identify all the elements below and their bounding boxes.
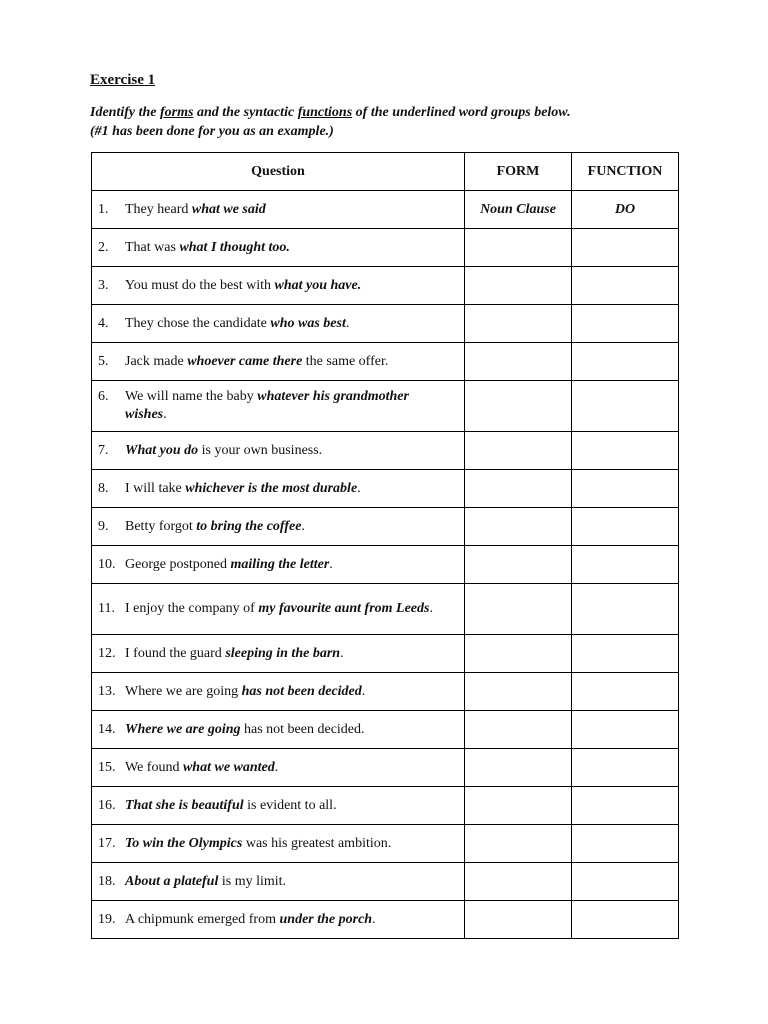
table-row xyxy=(92,305,679,343)
question-before: Betty forgot xyxy=(125,518,197,534)
underlined-word-group: whichever is the most durable xyxy=(185,480,358,496)
form-cell[interactable] xyxy=(465,381,572,432)
question-cell xyxy=(92,508,465,546)
form-cell[interactable] xyxy=(465,863,572,901)
question-number: 1. xyxy=(98,201,109,217)
form-cell[interactable] xyxy=(465,229,572,267)
question-number: 2. xyxy=(98,239,109,255)
table-row xyxy=(92,749,679,787)
question-number: 18. xyxy=(98,873,116,889)
question-before: We found xyxy=(125,759,183,775)
question-text xyxy=(125,442,464,460)
function-cell[interactable] xyxy=(572,546,679,584)
question-cell xyxy=(92,711,465,749)
question-before: You must do the best with xyxy=(125,277,275,293)
question-number: 3. xyxy=(98,277,109,293)
form-cell[interactable] xyxy=(465,673,572,711)
underlined-word-group: sleeping in the barn xyxy=(225,645,341,661)
question-before: Jack made xyxy=(125,353,188,369)
question-before: I found the guard xyxy=(125,645,226,661)
question-before: A chipmunk emerged from xyxy=(125,911,280,927)
question-after: . xyxy=(345,315,350,331)
table-row xyxy=(92,229,679,267)
underlined-word-group: what we wanted xyxy=(182,759,275,775)
question-text xyxy=(125,388,464,424)
question-before: I enjoy the company of xyxy=(125,601,259,616)
question-text xyxy=(125,683,464,701)
function-cell[interactable] xyxy=(572,635,679,673)
question-text xyxy=(125,239,464,257)
question-before: That was xyxy=(125,239,180,255)
instr-functions: functions xyxy=(297,105,353,120)
question-before: Where we are going xyxy=(125,683,242,699)
form-cell[interactable] xyxy=(465,749,572,787)
function-cell[interactable] xyxy=(572,267,679,305)
question-number: 14. xyxy=(98,721,116,737)
form-cell[interactable] xyxy=(465,635,572,673)
question-after: . xyxy=(429,601,433,616)
function-cell[interactable]: DO xyxy=(572,191,679,229)
form-cell[interactable] xyxy=(465,267,572,305)
instr-text-1: Identify the xyxy=(90,105,160,120)
table-row xyxy=(92,863,679,901)
question-cell xyxy=(92,749,465,787)
table-row xyxy=(92,673,679,711)
instr-forms: forms xyxy=(160,105,194,120)
question-after: was his greatest ambition. xyxy=(242,835,392,851)
question-cell xyxy=(92,584,465,635)
underlined-word-group: has not been decided xyxy=(241,683,362,699)
question-number: 8. xyxy=(98,480,109,496)
form-cell[interactable] xyxy=(465,470,572,508)
form-cell[interactable] xyxy=(465,546,572,584)
function-cell[interactable] xyxy=(572,825,679,863)
question-cell xyxy=(92,343,465,381)
question-cell xyxy=(92,470,465,508)
function-cell[interactable] xyxy=(572,343,679,381)
underlined-word-group: my favourite aunt from Leeds xyxy=(258,601,430,616)
instr-text-3: of the underlined word groups below. xyxy=(352,105,571,120)
question-number: 10. xyxy=(98,556,116,572)
question-cell xyxy=(92,267,465,305)
exercise-title: Exercise 1 xyxy=(90,72,156,88)
form-cell[interactable]: Noun Clause xyxy=(465,191,572,229)
question-after: . xyxy=(301,518,305,534)
question-before: They chose the candidate xyxy=(125,315,271,331)
question-after: is evident to all. xyxy=(243,797,337,813)
question-number: 15. xyxy=(98,759,116,775)
function-cell[interactable] xyxy=(572,863,679,901)
table-row xyxy=(92,635,679,673)
question-before: I will take xyxy=(125,480,186,496)
form-cell[interactable] xyxy=(465,787,572,825)
question-after: . xyxy=(357,480,361,496)
question-cell xyxy=(92,863,465,901)
header-question: Question xyxy=(92,153,465,191)
underlined-word-group: About a plateful xyxy=(125,873,219,889)
question-cell xyxy=(92,825,465,863)
function-cell[interactable] xyxy=(572,305,679,343)
question-number: 19. xyxy=(98,911,116,927)
function-cell[interactable] xyxy=(572,229,679,267)
exercise-table xyxy=(91,152,679,939)
question-text xyxy=(125,600,464,618)
question-number: 7. xyxy=(98,442,109,458)
question-text xyxy=(125,353,464,371)
question-before: We will name the baby xyxy=(125,389,258,404)
function-cell[interactable] xyxy=(572,787,679,825)
table-row xyxy=(92,508,679,546)
question-cell xyxy=(92,432,465,470)
instructions xyxy=(90,103,730,141)
underlined-word-group: what I thought too. xyxy=(179,239,290,255)
function-cell[interactable] xyxy=(572,470,679,508)
function-cell[interactable] xyxy=(572,584,679,635)
question-text xyxy=(125,721,464,739)
question-text xyxy=(125,759,464,777)
question-after: . xyxy=(329,556,333,572)
underlined-word-group: What you do xyxy=(125,442,199,458)
question-after: . xyxy=(361,683,366,699)
question-text xyxy=(125,873,464,891)
instructions-line1 xyxy=(90,103,730,122)
function-cell[interactable] xyxy=(572,381,679,432)
table-header-row xyxy=(92,153,679,191)
question-after: . xyxy=(163,407,167,422)
question-number: 5. xyxy=(98,353,109,369)
table-row xyxy=(92,787,679,825)
form-cell[interactable] xyxy=(465,584,572,635)
question-cell xyxy=(92,381,465,432)
question-cell xyxy=(92,635,465,673)
question-number: 9. xyxy=(98,518,109,534)
form-cell[interactable] xyxy=(465,343,572,381)
underlined-word-group: whoever came there xyxy=(187,353,303,369)
instr-text-2: and the syntactic xyxy=(193,105,298,120)
question-before: They heard xyxy=(125,201,192,217)
underlined-word-group: under the porch xyxy=(279,911,373,927)
question-number: 13. xyxy=(98,683,116,699)
question-before: George postponed xyxy=(125,556,231,572)
question-number: 11. xyxy=(98,601,115,616)
table-row xyxy=(92,584,679,635)
form-cell[interactable] xyxy=(465,711,572,749)
function-cell[interactable] xyxy=(572,711,679,749)
question-number: 16. xyxy=(98,797,116,813)
question-cell xyxy=(92,305,465,343)
form-cell[interactable] xyxy=(465,901,572,939)
table-row xyxy=(92,901,679,939)
underlined-word-group: whatever his grandmother wishes xyxy=(125,389,409,422)
question-number: 4. xyxy=(98,315,109,331)
function-cell[interactable] xyxy=(572,901,679,939)
question-text xyxy=(125,518,464,536)
question-after: . xyxy=(372,911,376,927)
underlined-word-group: to bring the coffee xyxy=(196,518,302,534)
question-number: 12. xyxy=(98,645,116,661)
table-row xyxy=(92,825,679,863)
question-after: is my limit. xyxy=(218,873,287,889)
underlined-word-group: what we said xyxy=(191,201,266,217)
question-after: . xyxy=(340,645,344,661)
question-after: is your own business. xyxy=(198,442,323,458)
underlined-word-group: what you have. xyxy=(274,277,362,293)
question-text xyxy=(125,797,464,815)
underlined-word-group: To win the Olympics xyxy=(125,835,243,851)
question-text xyxy=(125,556,464,574)
table-row xyxy=(92,432,679,470)
table-row xyxy=(92,546,679,584)
function-cell[interactable] xyxy=(572,508,679,546)
question-cell xyxy=(92,191,465,229)
form-cell[interactable] xyxy=(465,305,572,343)
form-cell[interactable] xyxy=(465,432,572,470)
question-number: 6. xyxy=(98,389,109,404)
table-row xyxy=(92,267,679,305)
question-text xyxy=(125,645,464,663)
question-text xyxy=(125,315,464,333)
underlined-word-group: Where we are going xyxy=(125,721,241,737)
form-cell[interactable] xyxy=(465,825,572,863)
question-number: 17. xyxy=(98,835,116,851)
table-row xyxy=(92,191,679,229)
question-text xyxy=(125,201,464,219)
table-row xyxy=(92,381,679,432)
question-cell xyxy=(92,546,465,584)
underlined-word-group: who was best xyxy=(270,315,346,331)
function-cell[interactable] xyxy=(572,673,679,711)
function-cell[interactable] xyxy=(572,432,679,470)
question-cell xyxy=(92,787,465,825)
form-cell[interactable] xyxy=(465,508,572,546)
table-row xyxy=(92,470,679,508)
header-form: FORM xyxy=(465,153,572,191)
header-function: FUNCTION xyxy=(572,153,679,191)
question-text xyxy=(125,277,464,295)
function-cell[interactable] xyxy=(572,749,679,787)
table-row xyxy=(92,343,679,381)
underlined-word-group: That she is beautiful xyxy=(125,797,244,813)
question-cell xyxy=(92,229,465,267)
question-cell xyxy=(92,901,465,939)
table-row xyxy=(92,711,679,749)
question-cell xyxy=(92,673,465,711)
question-text xyxy=(125,911,464,929)
question-text xyxy=(125,835,464,853)
question-after: the same offer. xyxy=(302,353,389,369)
underlined-word-group: mailing the letter xyxy=(230,556,330,572)
instructions-line2: (#1 has been done for you as an example.) xyxy=(90,124,334,139)
question-after: . xyxy=(274,759,279,775)
question-text xyxy=(125,480,464,498)
question-after: has not been decided. xyxy=(240,721,365,737)
